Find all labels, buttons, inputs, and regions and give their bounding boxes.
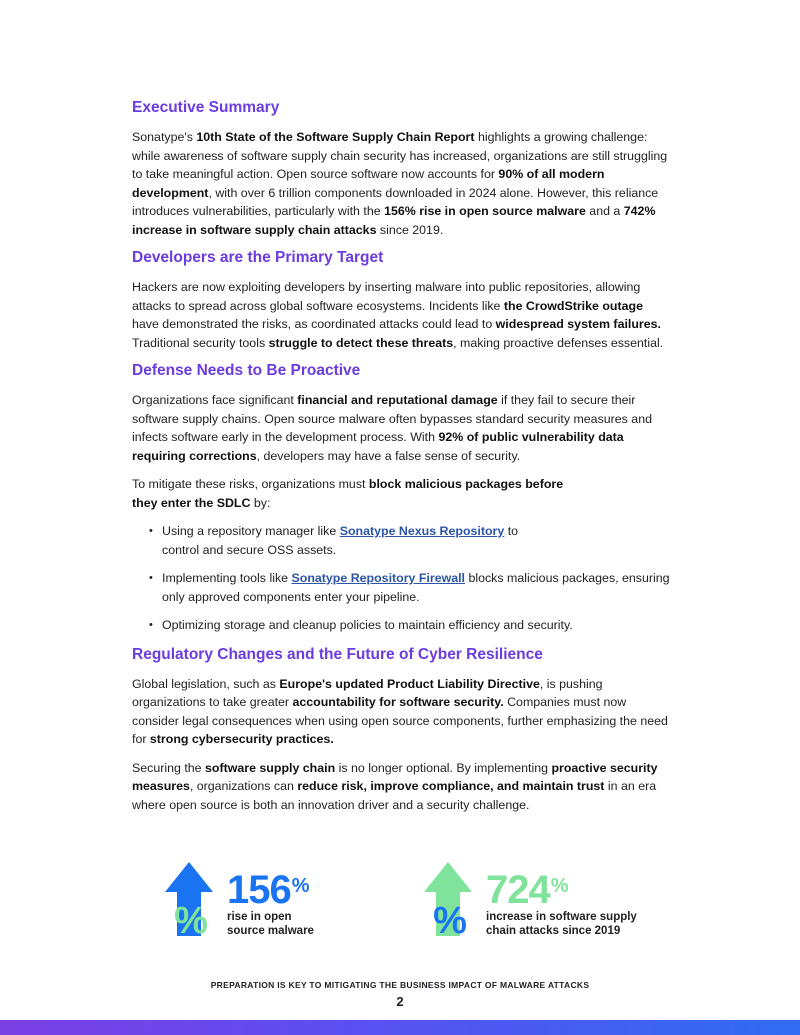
stat-attacks xyxy=(424,858,664,948)
text: Global legislation, such as xyxy=(132,676,280,691)
bold-text: software supply chain xyxy=(205,760,336,775)
bold-text: strong cybersecurity practices. xyxy=(149,732,334,746)
stat-number: 156 xyxy=(227,868,291,912)
paragraph-regulatory-2 xyxy=(132,759,672,815)
mitigation-list xyxy=(132,522,672,635)
text: , organizations can xyxy=(189,779,298,793)
text: Using a repository manager like xyxy=(162,524,340,538)
bold-text: financial and reputational damage xyxy=(297,393,498,407)
stat-caption xyxy=(486,911,637,938)
text: , is pushing organizations to take greater xyxy=(132,676,603,709)
heading-executive-summary: Executive Summary xyxy=(132,99,280,116)
bold-text: 156% rise in open source malware xyxy=(384,204,586,218)
list-item xyxy=(162,569,672,606)
bold-text: 90% of all modern development xyxy=(132,167,605,200)
heading-regulatory: Regulatory Changes and the Future of Cyber Resilience xyxy=(132,645,543,663)
text: , with over 6 trillion components downloaded in 2024 alone. However, this reliance introduces vulnerabilities, particularly with the xyxy=(132,185,659,218)
stat-unit: % xyxy=(550,875,568,897)
text: Organizations face significant xyxy=(132,393,298,407)
bold-text: 92% of public vulnerability data requiring corrections xyxy=(132,430,624,463)
paragraph-executive-summary xyxy=(132,128,672,239)
heading-developers: Developers are the Primary Target xyxy=(132,249,384,266)
caption-line: source malware xyxy=(227,924,314,937)
text: in an era where open source is both an innovation driver and a security challenge. xyxy=(132,779,657,812)
footer-text: PREPARATION IS KEY TO MITIGATING THE BUSINESS IMPACT OF MALWARE ATTACKS xyxy=(210,980,590,990)
bold-text: accountability for software security. xyxy=(292,695,504,709)
svg-text:%: % xyxy=(174,900,208,936)
stat-unit: % xyxy=(291,875,309,897)
text: , developers may have a false sense of security. xyxy=(256,448,521,463)
text: Companies must now consider legal consequences when using open source components, further emphasizing the need for xyxy=(132,695,668,746)
text: is no longer optional. By implementing xyxy=(335,760,552,775)
text: Traditional security tools xyxy=(132,335,269,350)
text: , making proactive defenses essential. xyxy=(453,335,664,350)
bold-text: 10th State of the Software Supply Chain Report xyxy=(196,130,475,144)
text: blocks malicious packages, ensuring only approved components enter your pipeline. xyxy=(162,571,670,604)
stats-row xyxy=(0,858,800,948)
bold-text: block malicious packages before they enter the SDLC xyxy=(132,477,564,510)
list-item xyxy=(162,522,532,559)
text: Implementing tools like xyxy=(162,571,292,585)
bold-text: 742% increase in software supply chain attacks xyxy=(132,204,656,237)
text: since 2019. xyxy=(376,222,444,237)
text: highlights a growing challenge: while awareness of software supply chain security has increased, organizations are still struggling to take meaningful action. Open source software now accounts for xyxy=(132,130,668,181)
page-content xyxy=(132,98,672,824)
heading-defense: Defense Needs to Be Proactive xyxy=(132,362,361,379)
bold-text: widespread system failures. xyxy=(495,317,661,331)
paragraph-defense-2 xyxy=(132,475,592,512)
caption-line: rise in open xyxy=(227,911,292,923)
text: Sonatype's xyxy=(132,130,197,144)
up-arrow-percent-icon xyxy=(424,862,472,936)
paragraph-developers xyxy=(132,278,672,352)
bold-text: Europe's updated Product Liability Directive xyxy=(279,676,540,691)
text: Optimizing storage and cleanup policies to maintain efficiency and security. xyxy=(162,618,573,632)
text: Hackers are now exploiting developers by inserting malware into public repositories, allowing attacks to spread across global software ecosystems. Incidents like xyxy=(132,280,641,313)
page-number: 2 xyxy=(396,994,404,1009)
svg-text:%: % xyxy=(433,900,467,936)
caption-line: chain attacks since 2019 xyxy=(486,924,621,937)
bold-text: proactive security measures xyxy=(132,760,658,793)
bold-text: reduce risk, improve compliance, and maintain trust xyxy=(297,779,605,793)
paragraph-defense-1 xyxy=(132,391,672,465)
stat-caption xyxy=(227,911,314,938)
stat-value xyxy=(486,870,568,910)
stat-number: 724 xyxy=(486,868,550,912)
paragraph-regulatory-1 xyxy=(132,675,672,749)
bold-text: the CrowdStrike outage xyxy=(503,298,643,313)
text: if they fail to secure their software supply chains. Open source malware often bypasses standard security measures and infects software early in the development process. With xyxy=(132,393,652,444)
text: to control and secure OSS assets. xyxy=(162,524,519,557)
stat-value xyxy=(227,870,309,910)
text: by: xyxy=(250,495,271,510)
sonatype-nexus-repository-link[interactable]: Sonatype Nexus Repository xyxy=(339,524,505,538)
text: Securing the xyxy=(132,760,206,775)
stat-malware xyxy=(165,858,385,948)
up-arrow-percent-icon xyxy=(165,862,213,936)
text: have demonstrated the risks, as coordinated attacks could lead to xyxy=(132,317,496,331)
text: and a xyxy=(585,204,624,218)
text: To mitigate these risks, organizations must xyxy=(132,477,369,491)
bottom-gradient-bar xyxy=(0,1020,800,1035)
sonatype-repository-firewall-link[interactable]: Sonatype Repository Firewall xyxy=(291,571,465,585)
bold-text: struggle to detect these threats xyxy=(268,335,454,350)
list-item xyxy=(162,616,672,635)
caption-line: increase in software supply xyxy=(486,911,637,923)
